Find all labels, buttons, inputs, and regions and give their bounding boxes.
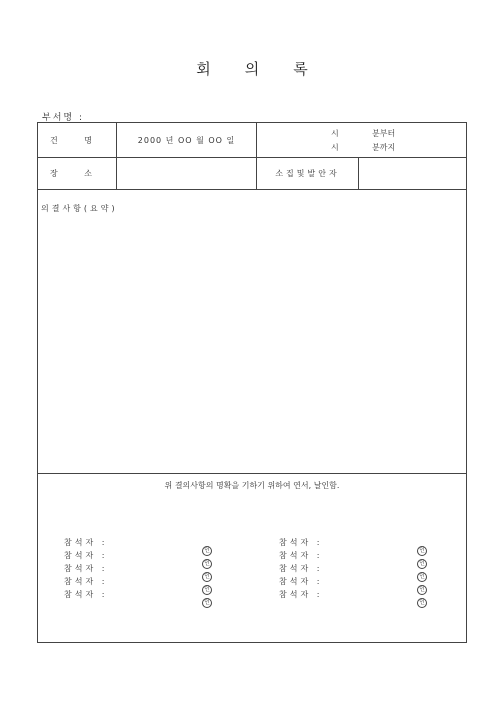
attendee-label: 참석자 : xyxy=(64,564,108,573)
seal-icon: 인 xyxy=(202,585,212,595)
place-field[interactable] xyxy=(117,158,256,189)
place-label: 장 소 xyxy=(50,169,104,178)
seal-icon: 인 xyxy=(202,598,212,608)
attendee-label: 참석자 : xyxy=(64,577,108,586)
attendee-label: 참석자 : xyxy=(279,590,323,599)
attendee-label: 참석자 : xyxy=(279,551,323,560)
start-minute-label: 분부터 xyxy=(372,128,396,138)
convener-field[interactable] xyxy=(359,158,467,189)
attendee-label: 참석자 : xyxy=(64,590,108,599)
seal-mark[interactable] xyxy=(417,589,427,608)
resolution-heading: 의결사항(요약) xyxy=(41,203,118,213)
start-hour-label: 시 xyxy=(331,128,339,138)
attendee-label: 참석자 : xyxy=(64,551,108,560)
confirmation-statement: 위 결의사항의 명확을 기하기 위하여 연서, 날인함. xyxy=(164,480,340,490)
seal-icon: 인 xyxy=(417,559,427,569)
seal-icon: 인 xyxy=(417,585,427,595)
attendee-label: 참석자 : xyxy=(279,564,323,573)
minutes-form xyxy=(37,122,467,643)
resolution-content-area[interactable] xyxy=(38,217,466,471)
convener-label: 소집및발안자 xyxy=(275,169,340,178)
seal-icon: 인 xyxy=(202,546,212,556)
end-hour-label: 시 xyxy=(331,142,339,152)
seal-mark[interactable] xyxy=(202,589,212,608)
subject-label: 건 명 xyxy=(50,135,104,145)
page-title: 회의록 xyxy=(196,60,342,78)
attendee-label: 참석자 : xyxy=(64,538,108,547)
seal-icon: 인 xyxy=(417,598,427,608)
department-label: 부서명 : xyxy=(42,113,84,123)
seal-icon: 인 xyxy=(202,572,212,582)
row-divider xyxy=(38,189,466,190)
seal-icon: 인 xyxy=(417,546,427,556)
seal-icon: 인 xyxy=(202,559,212,569)
section-divider xyxy=(38,473,466,474)
attendee-label: 참석자 : xyxy=(279,577,323,586)
end-minute-label: 분까지 xyxy=(372,142,396,152)
attendee-label: 참석자 : xyxy=(279,538,323,547)
seal-icon: 인 xyxy=(417,572,427,582)
meeting-date[interactable]: 2000 년 OO 월 OO 일 xyxy=(137,135,236,145)
